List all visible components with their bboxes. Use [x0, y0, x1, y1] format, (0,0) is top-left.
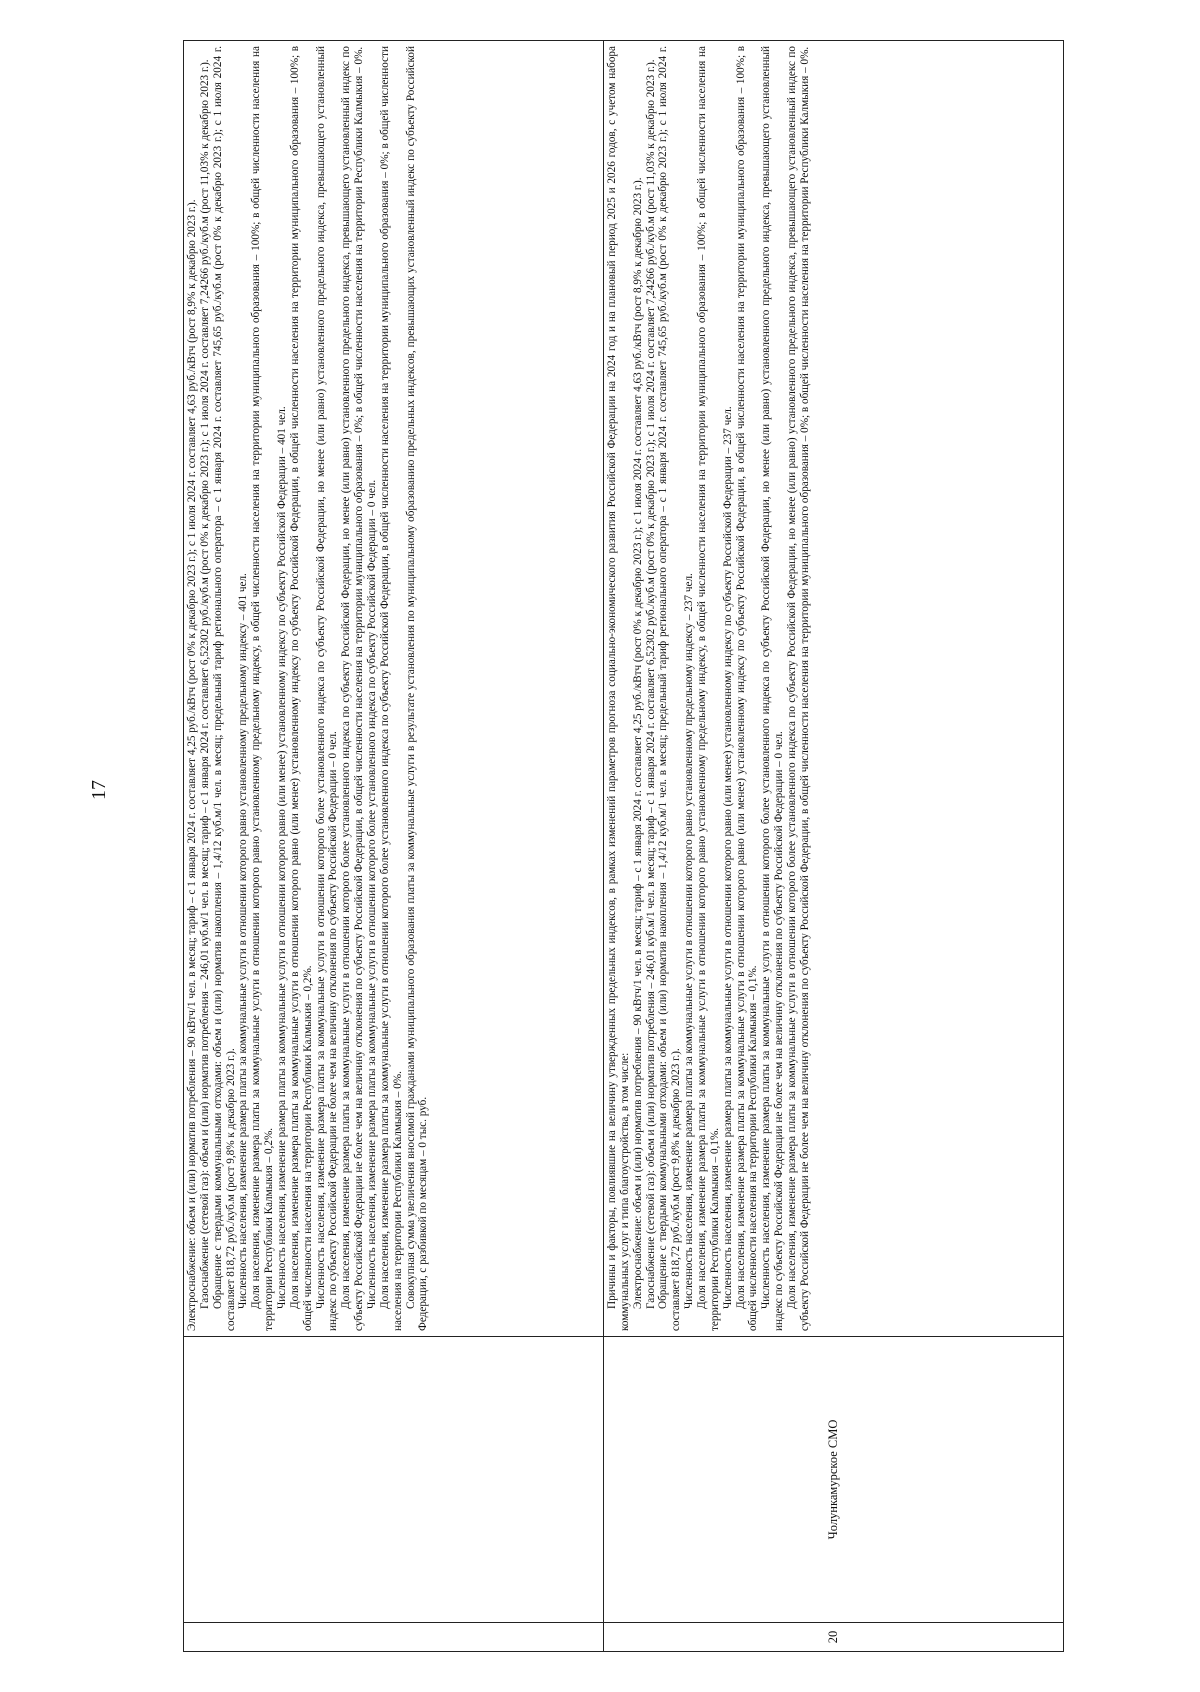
paragraph: Доля населения, изменение размера платы за коммунальные услуги в отношении которого равно (или менее) установленному индексу по субъекту Российской Федерации, в общей численности населения на территории муниципального образования – 100%; в общей численности населения на территории Республики Калмыкия – 0,1%.: [734, 46, 760, 1331]
description-cell: [604, 41, 1064, 1337]
paragraph: Численность населения, изменение размера платы за коммунальные услуги в отношении которого более установленного индекса по субъекту Российской Федерации, но менее (или равно) установленного предельного индекса, превышающего установленный индекс по субъекту Российской Федерации не более чем на величину отклонения по субъекту Российской Федерации – 0 чел.: [760, 46, 786, 1331]
paragraph: Обращение с твердыми коммунальными отходами: объем и (или) норматив накопления – 1,4/12 куб.м/1 чел. в месяц; предельный тариф регионального оператора – с 1 января 2024 г. составляет 745,65 руб./куб.м (рост 0% к декабрю 2023 г.); с 1 июля 2024 г. составляет 818,72 руб./куб.м (рост 9,8% к декабрю 2023 г.).: [211, 46, 237, 1331]
row-number-cell: [184, 1623, 604, 1652]
paragraph: Газоснабжение (сетевой газ): объем и (или) норматив потребления – 246,01 куб.м/1 чел. в месяц; тариф – с 1 января 2024 г. составляет 6,52302 руб./куб.м (рост 0% к декабрю 2023 г.); с 1 июля 2024 г. составляет 7,24266 руб./куб.м (рост 11,03% к декабрю 2023 г.).: [198, 59, 211, 1309]
paragraph: Доля населения, изменение размера платы за коммунальные услуги в отношении которого более установленного индекса по субъекту Российской Федерации, но менее (или равно) установленного предельного индекса, превышающего установленный индекс по субъекту Российской Федерации не более чем на величину отклонения по субъекту Российской Федерации, в общей численности населения на территории муниципального образования – 0%; в общей численности населения на территории Республики Калмыкия – 0%.: [786, 46, 811, 1331]
paragraph: Доля населения, изменение размера платы за коммунальные услуги в отношении которого более установленного индекса по субъекту Российской Федерации, в общей численности населения на территории муниципального образования – 0%; в общей численности населения на территории Республики Калмыкия – 0%.: [378, 46, 404, 1331]
municipality-name-cell: Чолункамурское СМО: [604, 1337, 1064, 1623]
paragraph: Доля населения, изменение размера платы за коммунальные услуги в отношении которого равно установленному предельному индексу, в общей численности населения на территории муниципального образования – 100%; в общей численности населения на территории Республики Калмыкия – 0,1%.: [696, 46, 721, 1331]
table-row: [184, 41, 604, 1652]
rotated-table-container: [183, 40, 1063, 1652]
paragraph: Электроснабжение: объем и (или) норматив потребления – 90 кВтч/1 чел. в месяц; тариф – с 1 января 2024 г. составляет 4,25 руб./кВтч (рост 0% к декабрю 2023 г.); с 1 июля 2024 г. составляет 4,63 руб./кВтч (рост 8,9% к декабрю 2023 г.).: [631, 177, 644, 1309]
paragraph: Численность населения, изменение размера платы за коммунальные услуги в отношении которого равно установленному предельному индексу – 237 чел.: [683, 573, 696, 1309]
paragraph: Доля населения, изменение размера платы за коммунальные услуги в отношении которого более установленного индекса по субъекту Российской Федерации, но менее (или равно) установленного предельного индекса, превышающего установленный индекс по субъекту Российской Федерации не более чем на величину отклонения по субъекту Российской Федерации, в общей численности населения на территории муниципального образования – 0%; в общей численности населения на территории Республики Калмыкия – 0%.: [340, 46, 366, 1331]
paragraph: Электроснабжение: объем и (или) норматив потребления – 90 кВтч/1 чел. в месяц; тариф – с 1 января 2024 г. составляет 4,25 руб./кВтч (рост 0% к декабрю 2023 г.); с 1 июля 2024 г. составляет 4,63 руб./кВтч (рост 8,9% к декабрю 2023 г.).: [186, 199, 198, 1331]
paragraph: Доля населения, изменение размера платы за коммунальные услуги в отношении которого равно (или менее) установленному индексу по субъекту Российской Федерации, в общей численности населения на территории муниципального образования – 100%; в общей численности населения на территории Республики Калмыкия – 0,2%.: [288, 46, 314, 1331]
row-number-cell: 20: [604, 1623, 1064, 1652]
paragraph: Обращение с твердыми коммунальными отходами: объем и (или) норматив накопления – 1,4/12 куб.м/1 чел. в месяц; предельный тариф регионального оператора – с 1 января 2024 г. составляет 745,65 руб./куб.м (рост 0% к декабрю 2023 г.); с 1 июля 2024 г. составляет 818,72 руб./куб.м (рост 9,8% к декабрю 2023 г.).: [657, 46, 683, 1331]
municipality-name-cell: [184, 1337, 604, 1623]
paragraph: Численность населения, изменение размера платы за коммунальные услуги в отношении которого равно (или менее) установленному индексу по субъекту Российской Федерации – 401 чел.: [276, 406, 289, 1309]
description-cell: [184, 41, 604, 1337]
paragraph: Причины и факторы, повлиявшие на величину утвержденных предельных индексов, в рамках изменений параметров прогноза социально-экономического развития Российской Федерации на 2024 год и на плановый период 2025 и 2026 годов, с учетом набора коммунальных услуг и типа благоустройства, в том числе:: [606, 46, 631, 1331]
table-row: [604, 41, 1064, 1652]
page-number: 17: [88, 780, 110, 800]
paragraph: Численность населения, изменение размера платы за коммунальные услуги в отношении которого более установленного индекса по субъекту Российской Федерации, но менее (или равно) установленного предельного индекса, превышающего установленный индекс по субъекту Российской Федерации не более чем на величину отклонения по субъекту Российской Федерации – 0 чел.: [314, 46, 340, 1331]
indices-table: [183, 40, 1064, 1652]
paragraph: Численность населения, изменение размера платы за коммунальные услуги в отношении которого более установленного индекса по субъекту Российской Федерации – 0 чел.: [366, 479, 379, 1309]
paragraph: Газоснабжение (сетевой газ): объем и (или) норматив потребления – 246,01 куб.м/1 чел. в месяц; тариф – с 1 января 2024 г. составляет 6,52302 руб./куб.м (рост 0% к декабрю 2023 г.); с 1 июля 2024 г. составляет 7,24266 руб./куб.м (рост 11,03% к декабрю 2023 г.).: [644, 59, 657, 1309]
paragraph: Численность населения, изменение размера платы за коммунальные услуги в отношении которого равно (или менее) установленному индексу по субъекту Российской Федерации – 237 чел.: [721, 406, 734, 1309]
paragraph: Доля населения, изменение размера платы за коммунальные услуги в отношении которого равно установленному предельному индексу, в общей численности населения на территории муниципального образования – 100%; в общей численности населения на территории Республики Калмыкия – 0,2%.: [250, 46, 276, 1331]
paragraph: Численность населения, изменение размера платы за коммунальные услуги в отношении которого равно установленному предельному индексу – 401 чел.: [237, 573, 250, 1309]
paragraph: Совокупная сумма увеличения вносимой гражданами муниципального образования платы за коммунальные услуги в результате установления по муниципальному образованию предельных индексов, превышающих установленный индекс по субъекту Российской Федерации, с разбивкой по месяцам – 0 тыс. руб.: [404, 46, 430, 1331]
